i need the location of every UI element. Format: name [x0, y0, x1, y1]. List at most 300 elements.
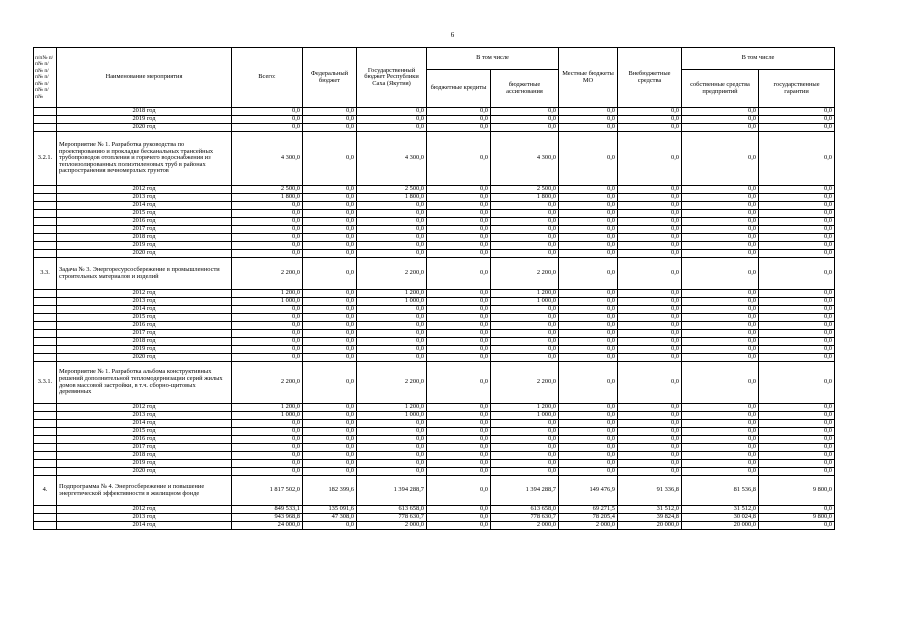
row-year: 2014 год [57, 420, 232, 428]
table-row-year [34, 436, 835, 444]
value-cell: 0,0 [491, 108, 559, 116]
value-cell: 0,0 [759, 412, 835, 420]
value-cell: 0,0 [427, 108, 491, 116]
value-cell: 0,0 [427, 420, 491, 428]
value-cell: 0,0 [559, 226, 618, 234]
value-cell: 0,0 [232, 346, 303, 354]
value-cell: 0,0 [357, 108, 427, 116]
value-cell: 0,0 [491, 330, 559, 338]
page-number: 6 [450, 31, 455, 39]
table-row-year [34, 346, 835, 354]
row-code [34, 420, 57, 428]
value-cell: 0,0 [682, 132, 759, 186]
value-cell: 0,0 [303, 132, 357, 186]
value-cell: 0,0 [232, 330, 303, 338]
value-cell: 0,0 [759, 306, 835, 314]
value-cell: 0,0 [759, 250, 835, 258]
value-cell: 0,0 [618, 202, 682, 210]
header-credits: бюджетные кредиты [427, 70, 491, 108]
value-cell: 0,0 [618, 436, 682, 444]
value-cell: 0,0 [682, 362, 759, 404]
row-year: 2015 год [57, 314, 232, 322]
value-cell: 0,0 [427, 290, 491, 298]
value-cell: 0,0 [759, 322, 835, 330]
value-cell: 0,0 [759, 234, 835, 242]
value-cell: 2 000,0 [559, 522, 618, 530]
value-cell: 78 205,4 [559, 514, 618, 522]
table-row-year [34, 298, 835, 306]
value-cell: 1 000,0 [357, 298, 427, 306]
value-cell: 1 200,0 [232, 404, 303, 412]
header-group-including-1: В том числе [427, 48, 559, 70]
value-cell: 1 000,0 [232, 298, 303, 306]
value-cell: 0,0 [682, 330, 759, 338]
value-cell: 0,0 [303, 346, 357, 354]
value-cell: 0,0 [559, 346, 618, 354]
row-code [34, 404, 57, 412]
value-cell: 0,0 [682, 116, 759, 124]
value-cell: 1 394 288,7 [357, 476, 427, 506]
value-cell: 0,0 [682, 194, 759, 202]
value-cell: 1 000,0 [491, 298, 559, 306]
value-cell: 1 000,0 [491, 412, 559, 420]
row-year: 2013 год [57, 194, 232, 202]
row-code [34, 242, 57, 250]
row-year: 2019 год [57, 346, 232, 354]
value-cell: 0,0 [491, 428, 559, 436]
value-cell: 0,0 [559, 362, 618, 404]
header-name: Наименование мероприятия [57, 48, 232, 108]
table-row-year [34, 210, 835, 218]
value-cell: 0,0 [357, 234, 427, 242]
value-cell: 0,0 [232, 306, 303, 314]
header-guarantees: государственные гарантии [759, 70, 835, 108]
value-cell: 0,0 [303, 108, 357, 116]
value-cell: 0,0 [618, 234, 682, 242]
value-cell: 0,0 [759, 330, 835, 338]
value-cell: 0,0 [427, 412, 491, 420]
row-code [34, 124, 57, 132]
value-cell: 0,0 [618, 338, 682, 346]
row-year: 2013 год [57, 412, 232, 420]
row-year: 2012 год [57, 186, 232, 194]
value-cell: 0,0 [427, 242, 491, 250]
value-cell: 0,0 [559, 452, 618, 460]
value-cell: 20 000,0 [618, 522, 682, 530]
value-cell: 0,0 [682, 452, 759, 460]
value-cell: 0,0 [559, 124, 618, 132]
row-code [34, 346, 57, 354]
value-cell: 0,0 [232, 420, 303, 428]
row-year: 2018 год [57, 234, 232, 242]
value-cell: 0,0 [559, 218, 618, 226]
row-year: 2018 год [57, 452, 232, 460]
value-cell: 0,0 [491, 436, 559, 444]
row-code [34, 194, 57, 202]
value-cell: 0,0 [232, 338, 303, 346]
value-cell: 0,0 [682, 218, 759, 226]
row-name: Мероприятие № 1. Разработка альбома конструктивных решений дополнительной тепломодернизации серий жилых домов массовой застройки, в т.ч. сборно-щитовых деревянных [57, 362, 232, 404]
value-cell: 9 800,0 [759, 514, 835, 522]
value-cell: 0,0 [303, 116, 357, 124]
value-cell: 0,0 [303, 226, 357, 234]
value-cell: 0,0 [491, 444, 559, 452]
value-cell: 0,0 [303, 234, 357, 242]
value-cell: 0,0 [427, 250, 491, 258]
value-cell: 0,0 [618, 444, 682, 452]
value-cell: 0,0 [232, 428, 303, 436]
value-cell: 0,0 [682, 354, 759, 362]
value-cell: 81 536,8 [682, 476, 759, 506]
value-cell: 0,0 [618, 468, 682, 476]
value-cell: 0,0 [759, 436, 835, 444]
value-cell: 0,0 [759, 460, 835, 468]
value-cell: 0,0 [491, 116, 559, 124]
value-cell: 0,0 [491, 226, 559, 234]
value-cell: 0,0 [682, 468, 759, 476]
value-cell: 0,0 [759, 346, 835, 354]
value-cell: 0,0 [682, 242, 759, 250]
value-cell: 0,0 [232, 354, 303, 362]
value-cell: 0,0 [618, 194, 682, 202]
value-cell: 0,0 [618, 428, 682, 436]
value-cell: 2 500,0 [232, 186, 303, 194]
table-row-year [34, 226, 835, 234]
table-row-year [34, 428, 835, 436]
value-cell: 0,0 [427, 436, 491, 444]
value-cell: 0,0 [357, 468, 427, 476]
value-cell: 0,0 [427, 258, 491, 290]
value-cell: 849 533,1 [232, 506, 303, 514]
value-cell: 0,0 [559, 108, 618, 116]
value-cell: 0,0 [759, 428, 835, 436]
value-cell: 778 630,7 [491, 514, 559, 522]
value-cell: 0,0 [232, 116, 303, 124]
value-cell: 0,0 [427, 506, 491, 514]
table-row-year [34, 306, 835, 314]
value-cell: 0,0 [559, 210, 618, 218]
row-code: 3.3.1. [34, 362, 57, 404]
value-cell: 0,0 [357, 354, 427, 362]
value-cell: 613 658,0 [357, 506, 427, 514]
value-cell: 0,0 [559, 250, 618, 258]
value-cell: 0,0 [759, 506, 835, 514]
value-cell: 0,0 [357, 330, 427, 338]
value-cell: 1 817 502,0 [232, 476, 303, 506]
value-cell: 0,0 [232, 202, 303, 210]
row-year: 2012 год [57, 290, 232, 298]
row-code [34, 428, 57, 436]
value-cell: 0,0 [427, 116, 491, 124]
value-cell: 0,0 [682, 250, 759, 258]
table-row-item [34, 132, 835, 186]
value-cell: 0,0 [427, 298, 491, 306]
row-code [34, 298, 57, 306]
value-cell: 0,0 [759, 194, 835, 202]
value-cell: 0,0 [427, 362, 491, 404]
row-year: 2020 год [57, 250, 232, 258]
value-cell: 0,0 [618, 124, 682, 132]
row-year: 2020 год [57, 468, 232, 476]
value-cell: 0,0 [759, 522, 835, 530]
value-cell: 0,0 [682, 108, 759, 116]
table-row-item [34, 362, 835, 404]
value-cell: 0,0 [232, 460, 303, 468]
row-code [34, 322, 57, 330]
header-federal: Федеральный бюджет [303, 48, 357, 108]
row-code: 4. [34, 476, 57, 506]
row-year: 2014 год [57, 522, 232, 530]
value-cell: 0,0 [559, 412, 618, 420]
row-code [34, 506, 57, 514]
value-cell: 0,0 [559, 314, 618, 322]
value-cell: 91 336,8 [618, 476, 682, 506]
value-cell: 0,0 [559, 186, 618, 194]
row-year: 2016 год [57, 218, 232, 226]
row-code: 3.2.1. [34, 132, 57, 186]
value-cell: 4 300,0 [357, 132, 427, 186]
table-row-item [34, 258, 835, 290]
table-row-year [34, 460, 835, 468]
value-cell: 0,0 [303, 412, 357, 420]
row-code [34, 412, 57, 420]
table-row-year [34, 186, 835, 194]
value-cell: 0,0 [232, 108, 303, 116]
value-cell: 0,0 [427, 346, 491, 354]
value-cell: 0,0 [682, 186, 759, 194]
value-cell: 0,0 [759, 298, 835, 306]
budget-table [33, 47, 835, 530]
value-cell: 0,0 [232, 234, 303, 242]
row-year: 2012 год [57, 506, 232, 514]
value-cell: 0,0 [427, 202, 491, 210]
value-cell: 0,0 [357, 306, 427, 314]
value-cell: 0,0 [303, 306, 357, 314]
value-cell: 0,0 [559, 460, 618, 468]
value-cell: 1 800,0 [491, 194, 559, 202]
value-cell: 9 800,0 [759, 476, 835, 506]
value-cell: 4 300,0 [232, 132, 303, 186]
value-cell: 0,0 [618, 290, 682, 298]
value-cell: 0,0 [357, 346, 427, 354]
value-cell: 0,0 [491, 124, 559, 132]
row-name: Задача № 3. Энергоресурсосбережение в промышленности строительных материалов и изделий [57, 258, 232, 290]
value-cell: 0,0 [618, 330, 682, 338]
value-cell: 0,0 [682, 306, 759, 314]
value-cell: 1 000,0 [357, 412, 427, 420]
table-row-year [34, 468, 835, 476]
value-cell: 0,0 [303, 124, 357, 132]
value-cell: 0,0 [559, 468, 618, 476]
value-cell: 0,0 [682, 226, 759, 234]
value-cell: 0,0 [427, 444, 491, 452]
header-total: Всего: [232, 48, 303, 108]
row-code [34, 234, 57, 242]
value-cell: 0,0 [427, 234, 491, 242]
row-code [34, 460, 57, 468]
value-cell: 0,0 [427, 354, 491, 362]
value-cell: 0,0 [427, 306, 491, 314]
value-cell: 0,0 [303, 428, 357, 436]
value-cell: 0,0 [618, 132, 682, 186]
value-cell: 0,0 [427, 210, 491, 218]
value-cell: 20 000,0 [682, 522, 759, 530]
value-cell: 0,0 [232, 452, 303, 460]
value-cell: 0,0 [618, 412, 682, 420]
header-allocations: бюджетные ассигнования [491, 70, 559, 108]
value-cell: 0,0 [232, 444, 303, 452]
value-cell: 0,0 [682, 420, 759, 428]
row-code [34, 250, 57, 258]
table-row-year [34, 354, 835, 362]
value-cell: 0,0 [357, 314, 427, 322]
value-cell: 0,0 [759, 116, 835, 124]
value-cell: 0,0 [618, 298, 682, 306]
value-cell: 0,0 [303, 460, 357, 468]
value-cell: 0,0 [303, 362, 357, 404]
value-cell: 0,0 [303, 444, 357, 452]
value-cell: 0,0 [682, 412, 759, 420]
value-cell: 0,0 [427, 132, 491, 186]
value-cell: 0,0 [303, 404, 357, 412]
row-code [34, 514, 57, 522]
value-cell: 0,0 [427, 194, 491, 202]
value-cell: 0,0 [303, 242, 357, 250]
value-cell: 182 399,6 [303, 476, 357, 506]
value-cell: 0,0 [682, 338, 759, 346]
value-cell: 1 000,0 [232, 412, 303, 420]
row-code [34, 436, 57, 444]
row-code [34, 314, 57, 322]
value-cell: 0,0 [303, 186, 357, 194]
value-cell: 0,0 [232, 468, 303, 476]
value-cell: 0,0 [759, 362, 835, 404]
header-state: Государственный бюджет Республики Саха (Якутия) [357, 48, 427, 108]
value-cell: 0,0 [303, 218, 357, 226]
value-cell: 0,0 [618, 250, 682, 258]
value-cell: 0,0 [682, 124, 759, 132]
value-cell: 0,0 [491, 242, 559, 250]
row-code [34, 210, 57, 218]
value-cell: 0,0 [303, 330, 357, 338]
table-row-year [34, 522, 835, 530]
value-cell: 0,0 [559, 290, 618, 298]
value-cell: 0,0 [491, 460, 559, 468]
value-cell: 0,0 [357, 124, 427, 132]
value-cell: 0,0 [759, 258, 835, 290]
value-cell: 0,0 [759, 354, 835, 362]
table-row-year [34, 330, 835, 338]
value-cell: 0,0 [491, 234, 559, 242]
header-row-top [34, 48, 835, 70]
table-row-year [34, 218, 835, 226]
value-cell: 0,0 [303, 522, 357, 530]
value-cell: 0,0 [759, 452, 835, 460]
table-row-year [34, 314, 835, 322]
value-cell: 0,0 [682, 404, 759, 412]
value-cell: 2 000,0 [491, 522, 559, 530]
value-cell: 0,0 [618, 116, 682, 124]
value-cell: 2 200,0 [232, 362, 303, 404]
value-cell: 0,0 [491, 202, 559, 210]
value-cell: 0,0 [682, 346, 759, 354]
value-cell: 30 024,8 [682, 514, 759, 522]
value-cell: 0,0 [357, 436, 427, 444]
header-code: п/п№ п/п№ п/п№ п/п№ п/п№ п/п№ п/п№ [34, 48, 57, 108]
header-own-funds: собственные средства предприятий [682, 70, 759, 108]
value-cell: 0,0 [232, 218, 303, 226]
value-cell: 0,0 [491, 468, 559, 476]
row-code [34, 452, 57, 460]
value-cell: 1 394 288,7 [491, 476, 559, 506]
value-cell: 0,0 [759, 404, 835, 412]
value-cell: 0,0 [427, 186, 491, 194]
value-cell: 0,0 [618, 460, 682, 468]
table-row-year [34, 290, 835, 298]
table-row-year [34, 124, 835, 132]
value-cell: 0,0 [618, 258, 682, 290]
table-row-year [34, 444, 835, 452]
row-year: 2013 год [57, 298, 232, 306]
value-cell: 0,0 [491, 322, 559, 330]
value-cell: 135 091,6 [303, 506, 357, 514]
value-cell: 0,0 [618, 226, 682, 234]
value-cell: 0,0 [618, 186, 682, 194]
value-cell: 2 000,0 [357, 522, 427, 530]
row-code [34, 290, 57, 298]
value-cell: 0,0 [759, 242, 835, 250]
value-cell: 0,0 [682, 258, 759, 290]
value-cell: 0,0 [559, 298, 618, 306]
row-year: 2018 год [57, 108, 232, 116]
value-cell: 0,0 [682, 210, 759, 218]
value-cell: 0,0 [559, 116, 618, 124]
value-cell: 0,0 [559, 322, 618, 330]
row-code: 3.3. [34, 258, 57, 290]
value-cell: 0,0 [491, 250, 559, 258]
value-cell: 0,0 [759, 186, 835, 194]
value-cell: 1 800,0 [232, 194, 303, 202]
table-row-year [34, 108, 835, 116]
table-row-year [34, 338, 835, 346]
value-cell: 0,0 [427, 468, 491, 476]
value-cell: 0,0 [303, 468, 357, 476]
row-code [34, 186, 57, 194]
value-cell: 0,0 [559, 420, 618, 428]
value-cell: 0,0 [682, 290, 759, 298]
row-year: 2013 год [57, 514, 232, 522]
value-cell: 0,0 [618, 306, 682, 314]
value-cell: 0,0 [427, 476, 491, 506]
value-cell: 0,0 [491, 306, 559, 314]
value-cell: 0,0 [682, 436, 759, 444]
value-cell: 69 271,5 [559, 506, 618, 514]
value-cell: 0,0 [303, 290, 357, 298]
header-group-including-2: В том числе [682, 48, 835, 70]
row-year: 2016 год [57, 436, 232, 444]
table-row-year [34, 452, 835, 460]
value-cell: 0,0 [357, 452, 427, 460]
value-cell: 0,0 [357, 338, 427, 346]
value-cell: 0,0 [427, 404, 491, 412]
value-cell: 0,0 [559, 444, 618, 452]
value-cell: 0,0 [357, 242, 427, 250]
value-cell: 0,0 [427, 522, 491, 530]
value-cell: 0,0 [357, 202, 427, 210]
value-cell: 31 512,0 [618, 506, 682, 514]
value-cell: 0,0 [357, 420, 427, 428]
table-row-year [34, 234, 835, 242]
